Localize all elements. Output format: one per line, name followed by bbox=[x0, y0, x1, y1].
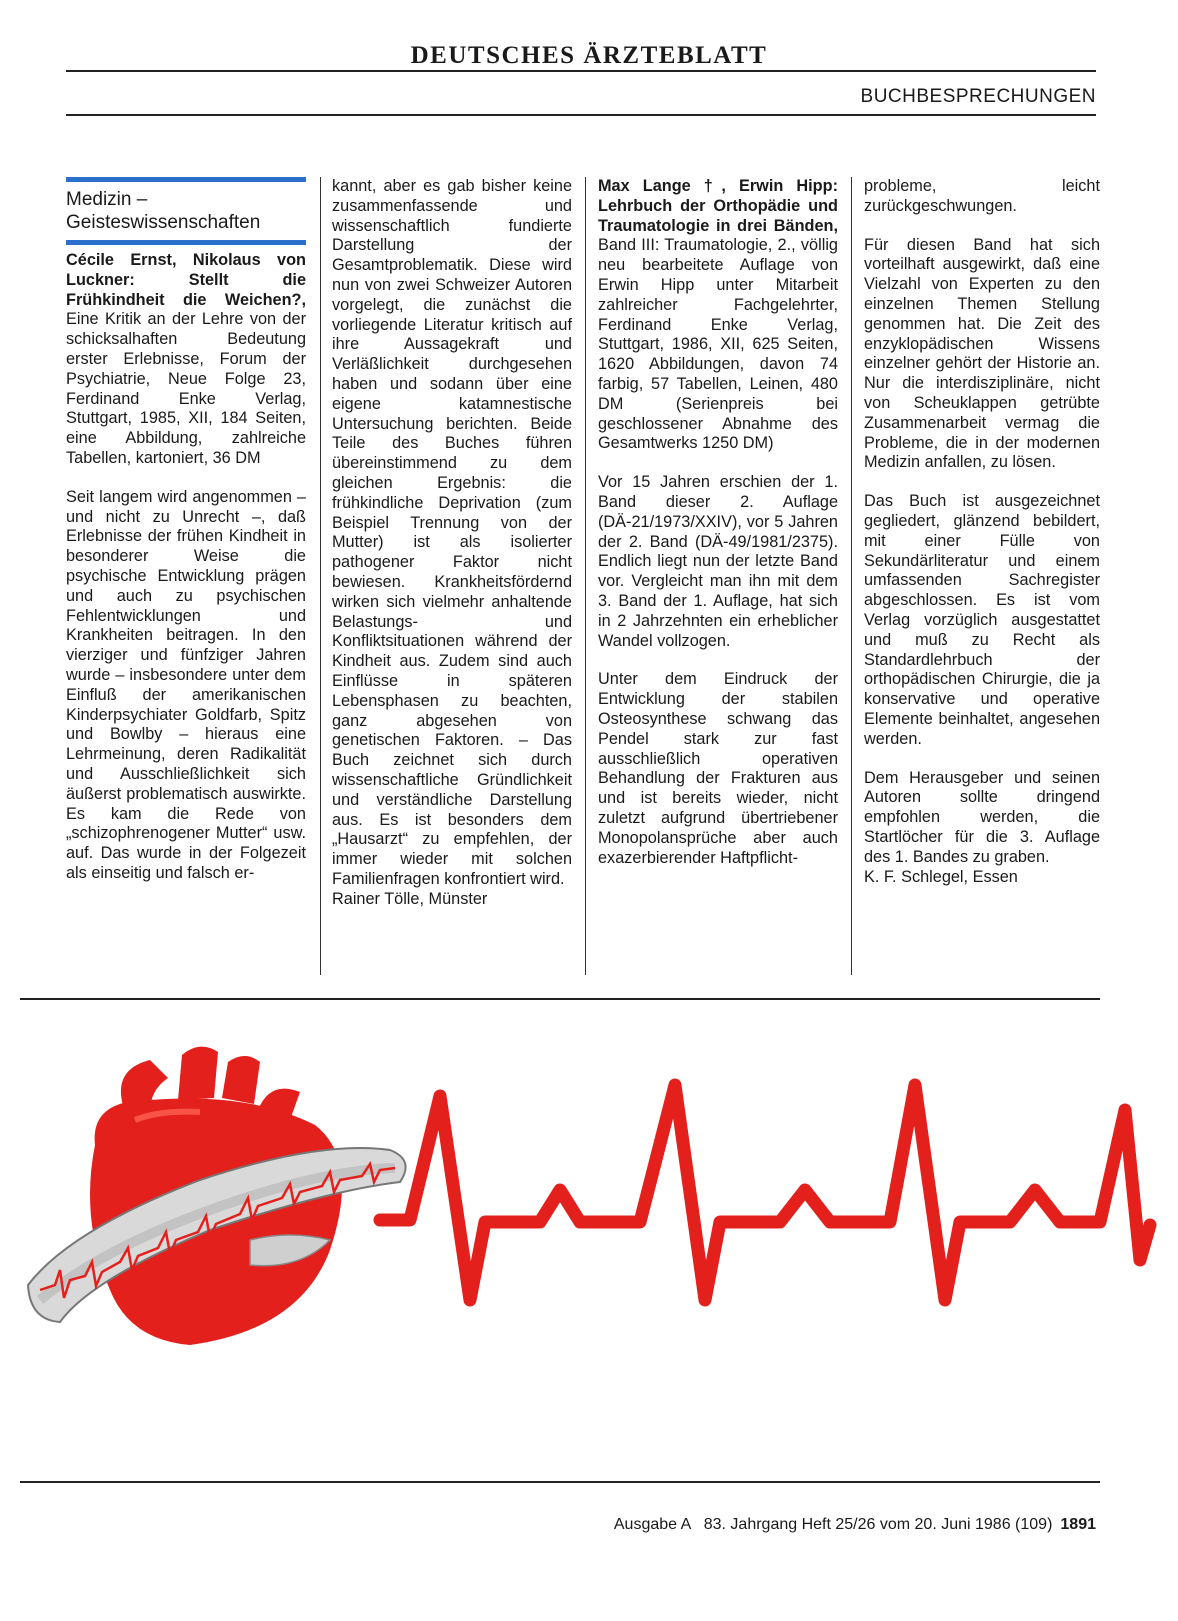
book-reference-2 bbox=[598, 177, 838, 454]
book-reference-title: Cécile Ernst, Nikolaus von Luckner: Stellt die Frühkindheit die Weichen?, bbox=[66, 251, 306, 309]
column-divider-1 bbox=[320, 177, 321, 975]
footer-rule bbox=[20, 1481, 1100, 1483]
section-title: BUCHBESPRECHUNGEN bbox=[860, 86, 1096, 107]
category-bar-top bbox=[66, 177, 306, 182]
category-heading: Medizin – Geisteswissenschaften bbox=[66, 189, 261, 233]
section-rule bbox=[66, 114, 1096, 116]
review-paragraph: probleme, leicht zurückgeschwungen. bbox=[864, 177, 1100, 215]
column-4 bbox=[864, 177, 1100, 906]
book-reference-details: Eine Kritik an der Lehre von der schicksalhaften Bedeutung erster Erlebnisse, Forum der Psychiatrie, Neue Folge 23, Ferdinand Enke Verlag, Stuttgart, 1985, XII, 184 Seiten, eine Abbildung, zahlreiche Tabellen, kartoniert, 36 DM bbox=[66, 310, 306, 467]
ecg-line-icon bbox=[380, 1085, 1150, 1300]
column-divider-3 bbox=[851, 177, 852, 975]
review-paragraph: Für diesen Band hat sich vorteilhaft ausgewirkt, daß eine Vielzahl von Experten zu den einzelnen Themen Stellung genommen hat. Die Zeit des enzyklopädischen Wissens einzelner gehört der Historie an. Nur die interdisziplinäre, nicht von Scheuklappen getrübte Zusammenarbeit vermag die Probleme, die in der modernen Medizin anfallen, zu lösen. bbox=[864, 235, 1100, 472]
masthead-rule bbox=[66, 70, 1096, 72]
book-reference-details: Band III: Traumatologie, 2., völlig neu bearbeitete Auflage von Erwin Hipp unter Mitarbeit zahlreicher Fachgelehrter, Ferdinand Enke Verlag, Stuttgart, 1986, XII, 625 Seiten, 1620 Abbildungen, davon 74 farbig, 57 Tabellen, Leinen, 480 DM (Serienpreis bei geschlossener Abnahme des Gesamtwerks 1250 DM) bbox=[598, 236, 838, 453]
review-signature: Rainer Tölle, Münster bbox=[332, 889, 488, 908]
column-2 bbox=[332, 177, 572, 928]
column-1 bbox=[66, 177, 306, 903]
issue-info: Ausgabe A 83. Jahrgang Heft 25/26 vom 20. Juni 1986 (109) bbox=[613, 1516, 1053, 1533]
review-paragraph: Unter dem Eindruck der Entwicklung der stabilen Osteosynthese schwang das Pendel stark zur fast ausschließlich operativen Behandlung der Frakturen aus und ist bereits wieder, nicht zuletzt aufgrund übertriebener Monopolansprüche aber auch exazerbierender Haftpflicht- bbox=[598, 670, 838, 867]
footer bbox=[614, 1516, 1096, 1534]
book-reference-1 bbox=[66, 251, 306, 469]
masthead-title: DEUTSCHES ÄRZTEBLATT bbox=[410, 42, 768, 69]
category-bar-bottom bbox=[66, 240, 306, 245]
review-paragraph: kannt, aber es gab bisher keine zusammenfassende und wissenschaftlich fundierte Darstellung der Gesamtproblematik. Diese wird nun von zwei Schweizer Autoren vorgelegt, die zunächst die vorliegende Literatur kritisch auf ihre Aussagekraft und Verläßlichkeit durchgesehen haben und sodann über eine eigene katamnestische Untersuchung berichten. Beide Teile des Buches führen übereinstimmend zu dem gleichen Ergebnis: die frühkindliche Deprivation (zum Beispiel Trennung von der Mutter) ist als isolierter pathogener Faktor nicht bewiesen. Krankheitsfördernd wirken sich vielmehr anhaltende Belastungs- und Konfliktsituationen während der Kindheit aus. Zudem sind auch Einflüsse in späteren Lebensphasen zu beachten, ganz abgesehen von genetischen Faktoren. – Das Buch zeichnet sich durch wissenschaftliche Gründlichkeit und verständliche Darstellung aus. Es ist besonders dem „Hausarzt“ zu empfehlen, der immer wieder mit solchen Familienfragen konfrontiert wird. bbox=[332, 177, 572, 888]
review-paragraph: Vor 15 Jahren erschien der 1. Band dieser 2. Auflage (DÄ-21/1973/XXIV), vor 5 Jahren der 2. Band (DÄ-49/1981/2375). Endlich liegt nun der letzte Band vor. Vergleicht man ihn mit dem 3. Band der 1. Auflage, hat sich in 2 Jahrzehnten ein erheblicher Wandel vollzogen. bbox=[598, 473, 838, 650]
review-paragraph: Dem Herausgeber und seinen Autoren sollte dringend empfohlen werden, die Startlöcher für die 3. Auflage des 1. Bandes zu graben. bbox=[864, 768, 1100, 866]
page-number: 1891 bbox=[1060, 1516, 1096, 1533]
heart-ecg-illustration bbox=[0, 1000, 1178, 1470]
review-paragraph: Das Buch ist ausgezeichnet gegliedert, glänzend bebildert, mit einer Fülle von Sekundärliteratur und einem umfassenden Sachregister abgeschlossen. Es ist vom Verlag vorzüglich ausgestattet und muß zu Recht als Standardlehrbuch der orthopädischen Chirurgie, die ja konservative und operative Elemente beinhaltet, angesehen werden. bbox=[864, 492, 1100, 748]
column-3 bbox=[598, 177, 838, 887]
review-paragraph: Seit langem wird angenommen – und nicht zu Unrecht –, daß Erlebnisse der frühen Kindheit in besonderer Weise die psychische Entwicklung prägen und auch zu psychischen Fehlentwicklungen und Krankheiten beitragen. In den vierziger und fünfziger Jahren wurde – insbesondere unter dem Einfluß der amerikanischen Kinderpsychiater Goldfarb, Spitz und Bowlby – hieraus eine Lehrmeinung, deren Radikalität und Ausschließlichkeit sich äußerst problematisch auswirkte. Es kam die Rede von „schizophrenogener Mutter“ usw. auf. Das wurde in der Folgezeit als einseitig und falsch er- bbox=[66, 487, 306, 882]
book-reference-title: Max Lange †, Erwin Hipp: Lehrbuch der Orthopädie und Traumatologie in drei Bänden, bbox=[598, 177, 838, 235]
review-signature: K. F. Schlegel, Essen bbox=[864, 867, 1018, 886]
column-divider-2 bbox=[585, 177, 586, 975]
